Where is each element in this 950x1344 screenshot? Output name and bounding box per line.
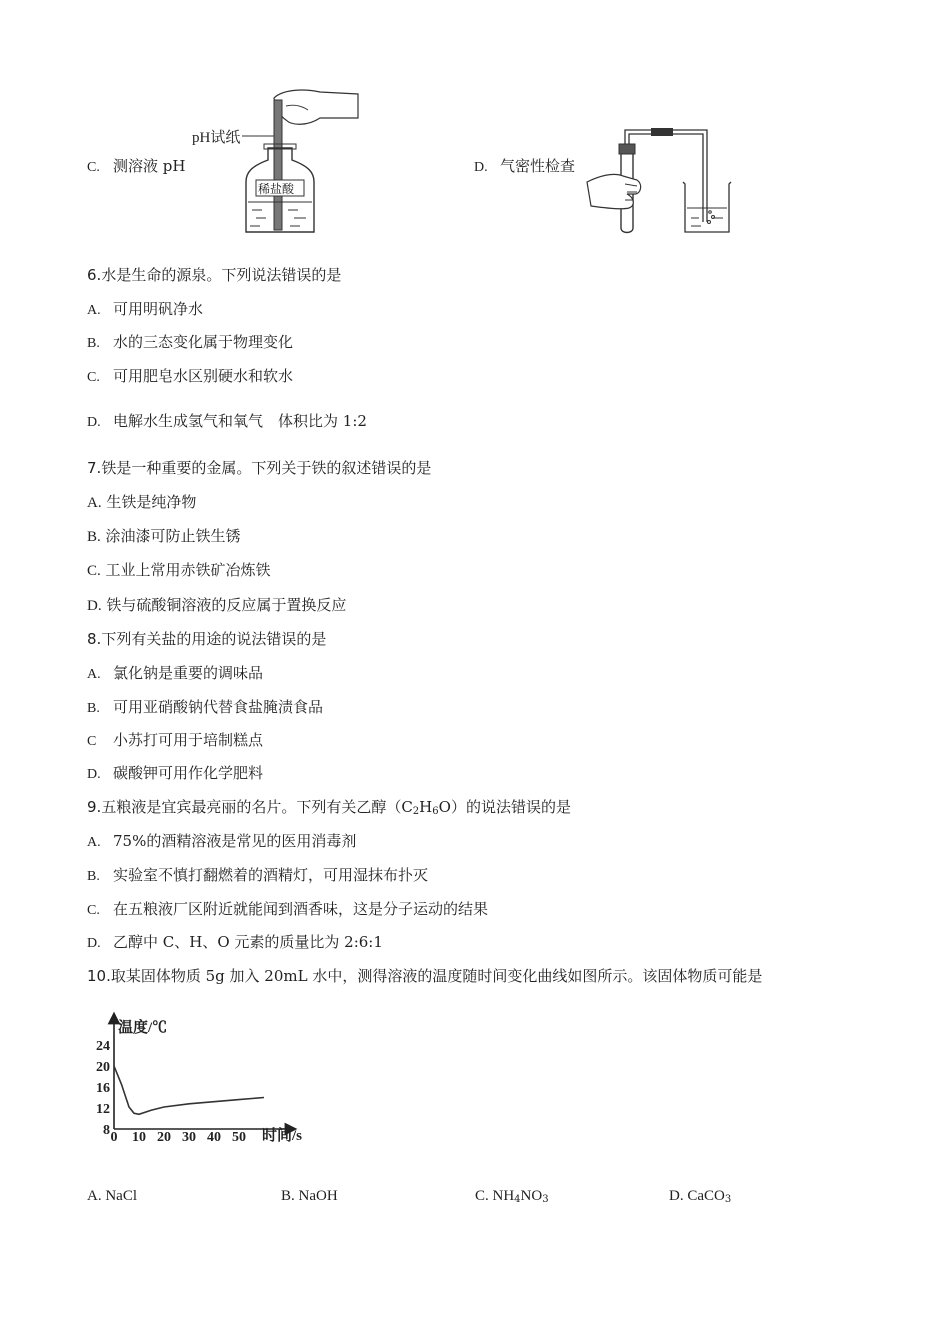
q5-option-d (474, 156, 575, 178)
question-stem: 铁是一种重要的金属。下列关于铁的叙述错误的是 (101, 459, 432, 477)
x-tick-label: 50 (232, 1130, 246, 1145)
y-tick-label: 8 (103, 1123, 110, 1138)
q9-option-b (87, 865, 428, 887)
option-text: 涂油漆可防止铁生锈 (105, 527, 241, 545)
q10-stem (87, 966, 762, 986)
subscript: 6 (432, 806, 439, 817)
x-tick-label: 30 (182, 1130, 196, 1145)
q8-option-c (87, 730, 263, 752)
option-label: B. (87, 336, 100, 351)
q5-option-c (87, 156, 185, 178)
y-tick-label: 16 (96, 1081, 110, 1096)
ph-test-figure (190, 86, 365, 236)
x-tick-label: 20 (157, 1130, 171, 1145)
airtightness-figure (585, 122, 735, 237)
q8-option-a (87, 663, 263, 685)
q10-option-a (87, 1185, 137, 1206)
option-label: C. (87, 160, 100, 175)
q10-option-c (475, 1185, 549, 1210)
x-tick-label: 0 (110, 1130, 118, 1145)
option-text: 水的三态变化属于物理变化 (113, 333, 294, 351)
option-text: 氯化钠是重要的调味品 (113, 664, 264, 682)
option-label: D. (87, 415, 101, 430)
option-text: D. CaCO (669, 1188, 725, 1204)
q10-option-d (669, 1185, 731, 1210)
q6-option-a (87, 299, 203, 321)
option-text: 测溶液 pH (113, 157, 186, 175)
option-label: B. (87, 869, 100, 884)
option-text: 在五粮液厂区附近就能闻到酒香味，这是分子运动的结果 (113, 900, 489, 918)
question-stem: 取某固体物质 5g 加入 20mL 水中，测得溶液的温度随时间变化曲线如图所示。该固体物质可能是 (110, 967, 763, 985)
bottle-label: 稀盐酸 (258, 182, 295, 196)
option-label: D. (474, 160, 488, 175)
q9-stem (87, 797, 571, 822)
option-text: B. NaOH (281, 1188, 338, 1204)
q8-stem (87, 629, 326, 649)
option-label: B. (87, 701, 100, 716)
option-text: 乙醇中 C、H、O 元素的质量比为 2:6:1 (113, 933, 383, 951)
q7-option-c (87, 560, 271, 581)
q6-option-b (87, 332, 293, 354)
question-number: 8. (87, 630, 102, 648)
q6-option-d (87, 411, 367, 433)
option-label: A. (87, 835, 101, 850)
option-text: C. NH (475, 1188, 515, 1204)
question-number: 6. (87, 266, 102, 284)
question-number: 9. (87, 798, 102, 816)
question-number: 10. (87, 967, 111, 985)
option-label: C (87, 734, 97, 749)
question-stem-part: O）的说法错误的是 (438, 798, 571, 816)
hand-icon (274, 90, 358, 124)
ph-paper-strip (274, 100, 282, 230)
x-tick-label: 10 (132, 1130, 146, 1145)
subscript: 4 (514, 1194, 521, 1205)
option-label: A. (87, 667, 101, 682)
x-tick-label: 40 (207, 1130, 221, 1145)
option-text: A. NaCl (87, 1188, 137, 1204)
ph-paper-label: pH试纸 (192, 130, 241, 146)
option-label: C. (87, 370, 100, 385)
q6-stem (87, 265, 341, 285)
option-label: B. (87, 529, 101, 545)
option-text: 小苏打可用于培制糕点 (113, 731, 264, 749)
x-axis-label: 时间/s (262, 1128, 303, 1144)
q7-option-b (87, 526, 241, 547)
q9-option-a (87, 831, 356, 853)
question-stem: 水是生命的源泉。下列说法错误的是 (101, 266, 342, 284)
subscript: 3 (724, 1194, 732, 1205)
subscript: 3 (542, 1194, 549, 1205)
q9-option-d (87, 932, 383, 954)
option-text: 电解水生成氢气和氧气 体积比为 1:2 (113, 412, 367, 430)
q8-option-d (87, 763, 263, 785)
subscript: 2 (412, 806, 420, 817)
y-tick-label: 12 (96, 1102, 110, 1117)
y-axis-label: 温度/℃ (118, 1020, 168, 1036)
option-text: 工业上常用赤铁矿冶炼铁 (105, 561, 271, 579)
option-label: D. (87, 767, 101, 782)
option-text: 气密性检查 (500, 157, 576, 175)
option-text-part: NO (520, 1188, 543, 1204)
option-text: 实验室不慎打翻燃着的酒精灯，可用湿抹布扑灭 (113, 866, 429, 884)
q8-option-b (87, 697, 323, 719)
option-label: A. (87, 495, 102, 511)
option-text: 生铁是纯净物 (106, 493, 197, 511)
option-text: 可用亚硝酸钠代替食盐腌渍食品 (113, 698, 324, 716)
option-label: C. (87, 563, 101, 579)
option-label: D. (87, 598, 102, 614)
option-text: 可用肥皂水区别硬水和软水 (113, 367, 294, 385)
temperature-curve (114, 1066, 264, 1114)
q9-option-c (87, 899, 488, 921)
option-text: 碳酸钾可用作化学肥料 (113, 764, 264, 782)
question-stem-part: H (419, 798, 433, 816)
question-number: 7. (87, 459, 102, 477)
option-label: A. (87, 303, 101, 318)
option-label: D. (87, 936, 101, 951)
temperature-time-chart (88, 1010, 328, 1150)
question-stem: 下列有关盐的用途的说法错误的是 (101, 630, 327, 648)
option-text: 铁与硫酸铜溶液的反应属于置换反应 (106, 596, 347, 614)
q7-option-a (87, 492, 196, 513)
q6-option-c (87, 366, 293, 388)
question-stem: 五粮液是宜宾最亮丽的名片。下列有关乙醇（C (101, 798, 413, 816)
q7-stem (87, 458, 431, 478)
option-text: 75%的酒精溶液是常见的医用消毒剂 (113, 832, 357, 850)
y-tick-label: 24 (96, 1039, 110, 1054)
option-label: C. (87, 903, 100, 918)
q10-option-b (281, 1185, 338, 1206)
q7-option-d (87, 595, 346, 616)
option-text: 可用明矾净水 (113, 300, 204, 318)
y-tick-label: 20 (96, 1060, 110, 1075)
